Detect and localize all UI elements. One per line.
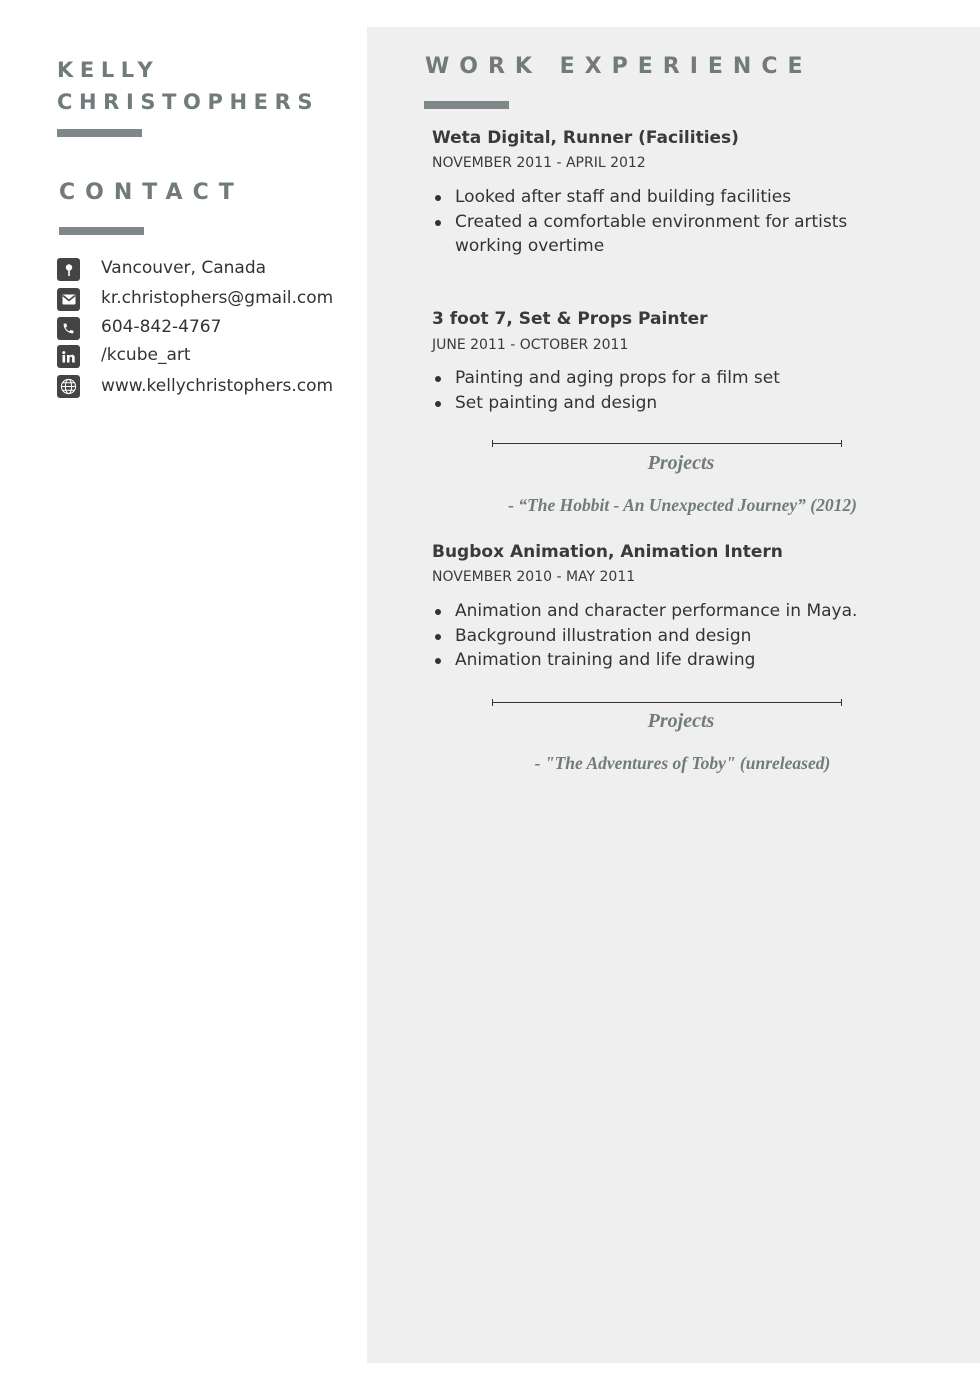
contact-heading: CONTACT: [59, 180, 244, 205]
job-dates: NOVEMBER 2011 - APRIL 2012: [432, 155, 646, 171]
job-bullet-list: [432, 366, 902, 415]
globe-icon: [57, 375, 80, 398]
envelope-icon: [57, 288, 80, 311]
first-name: KELLY: [57, 58, 160, 82]
job-title: Weta Digital, Runner (Facilities): [432, 128, 739, 148]
job-bullet: Animation and character performance in Maya.: [432, 599, 902, 624]
projects-heading: Projects: [647, 452, 715, 474]
contact-location: Vancouver, Canada: [101, 258, 267, 278]
job-bullet: Background illustration and design: [432, 624, 902, 649]
project-item: - “The Hobbit - An Unexpected Journey” (2012): [508, 495, 857, 515]
contact-linkedin[interactable]: /kcube_art: [101, 345, 191, 365]
projects-divider: [492, 702, 842, 703]
job-bullet: Set painting and design: [432, 391, 902, 416]
projects-heading: Projects: [647, 710, 715, 732]
job-dates: JUNE 2011 - OCTOBER 2011: [432, 337, 629, 353]
job-bullet: Painting and aging props for a film set: [432, 366, 902, 391]
name-accent-bar: [57, 129, 142, 137]
location-pin-icon: [57, 258, 80, 281]
work-accent-bar: [424, 101, 509, 109]
linkedin-icon: [57, 345, 80, 368]
phone-icon: [57, 317, 80, 340]
job-bullet: Created a comfortable environment for artists working overtime: [432, 210, 902, 259]
contact-email[interactable]: kr.christophers@gmail.com: [101, 288, 334, 308]
job-title: Bugbox Animation, Animation Intern: [432, 542, 783, 562]
project-item: - "The Adventures of Toby" (unreleased): [534, 753, 831, 773]
job-bullet: Animation training and life drawing: [432, 648, 902, 673]
projects-divider: [492, 443, 842, 444]
job-bullet: Looked after staff and building facilities: [432, 185, 902, 210]
job-title: 3 foot 7, Set & Props Painter: [432, 309, 708, 329]
job-bullet-list: [432, 599, 902, 673]
last-name: CHRISTOPHERS: [57, 90, 320, 114]
contact-accent-bar: [59, 227, 144, 235]
contact-phone: 604-842-4767: [101, 317, 222, 337]
job-dates: NOVEMBER 2010 - MAY 2011: [432, 569, 636, 585]
contact-website[interactable]: www.kellychristophers.com: [101, 376, 334, 396]
job-bullet-list: [432, 185, 902, 259]
work-experience-heading: WORK EXPERIENCE: [425, 54, 813, 79]
